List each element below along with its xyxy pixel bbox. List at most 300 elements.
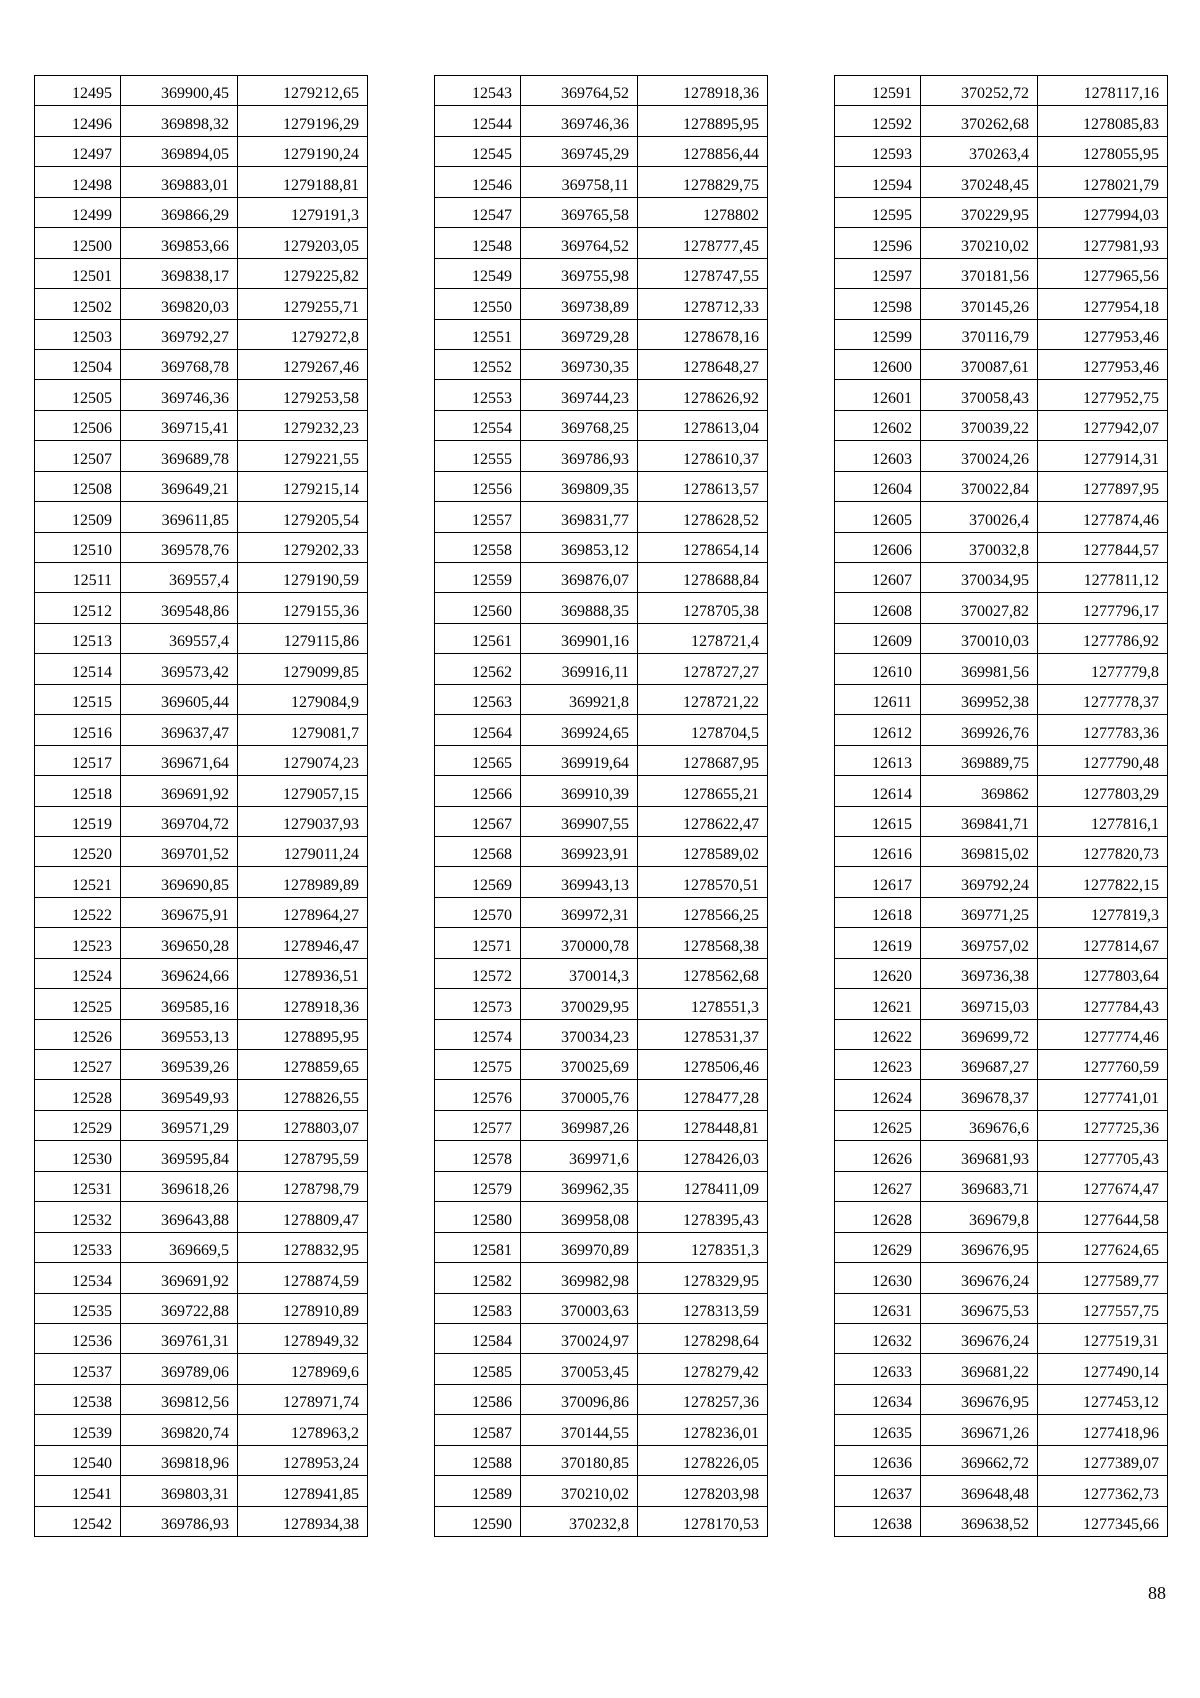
y-coordinate-cell: 1278809,47 xyxy=(238,1202,368,1232)
table-row xyxy=(35,623,368,653)
point-number-cell: 12546 xyxy=(435,167,521,197)
point-number-cell: 12634 xyxy=(835,1384,921,1414)
table-row xyxy=(435,1202,768,1232)
y-coordinate-cell: 1278963,2 xyxy=(238,1415,368,1445)
x-coordinate-cell: 369789,06 xyxy=(121,1354,238,1384)
y-coordinate-cell: 1279011,24 xyxy=(238,836,368,866)
table-row xyxy=(35,1384,368,1414)
x-coordinate-cell: 369638,52 xyxy=(921,1506,1038,1536)
point-number-cell: 12568 xyxy=(435,836,521,866)
y-coordinate-cell: 1278531,37 xyxy=(638,1019,768,1049)
point-number-cell: 12581 xyxy=(435,1232,521,1262)
table-row xyxy=(835,258,1168,288)
x-coordinate-cell: 370027,82 xyxy=(921,593,1038,623)
table-row xyxy=(435,167,768,197)
table-row xyxy=(435,745,768,775)
y-coordinate-cell: 1278747,55 xyxy=(638,258,768,288)
x-coordinate-cell: 370181,56 xyxy=(921,258,1038,288)
table-row xyxy=(35,136,368,166)
table-row xyxy=(835,745,1168,775)
x-coordinate-cell: 369678,37 xyxy=(921,1080,1038,1110)
table-row xyxy=(835,1232,1168,1262)
y-coordinate-cell: 1278832,95 xyxy=(238,1232,368,1262)
y-coordinate-cell: 1279255,71 xyxy=(238,289,368,319)
x-coordinate-cell: 369809,35 xyxy=(521,471,638,501)
y-coordinate-cell: 1277725,36 xyxy=(1038,1110,1168,1140)
x-coordinate-cell: 369585,16 xyxy=(121,989,238,1019)
table-row xyxy=(35,1293,368,1323)
y-coordinate-cell: 1277783,36 xyxy=(1038,715,1168,745)
y-coordinate-cell: 1278936,51 xyxy=(238,958,368,988)
point-number-cell: 12625 xyxy=(835,1110,921,1140)
table-row xyxy=(835,1384,1168,1414)
point-number-cell: 12560 xyxy=(435,593,521,623)
point-number-cell: 12525 xyxy=(35,989,121,1019)
x-coordinate-cell: 369557,4 xyxy=(121,623,238,653)
table-row xyxy=(435,1171,768,1201)
x-coordinate-cell: 369907,55 xyxy=(521,806,638,836)
table-row xyxy=(835,289,1168,319)
x-coordinate-cell: 369729,28 xyxy=(521,319,638,349)
x-coordinate-cell: 370248,45 xyxy=(921,167,1038,197)
x-coordinate-cell: 369901,16 xyxy=(521,623,638,653)
table-row xyxy=(835,958,1168,988)
point-number-cell: 12598 xyxy=(835,289,921,319)
table-row xyxy=(835,197,1168,227)
table-row xyxy=(435,289,768,319)
x-coordinate-cell: 369679,8 xyxy=(921,1202,1038,1232)
y-coordinate-cell: 1279221,55 xyxy=(238,441,368,471)
table-row xyxy=(435,380,768,410)
point-number-cell: 12619 xyxy=(835,928,921,958)
x-coordinate-cell: 369675,53 xyxy=(921,1293,1038,1323)
x-coordinate-cell: 369671,64 xyxy=(121,745,238,775)
y-coordinate-cell: 1277874,46 xyxy=(1038,502,1168,532)
y-coordinate-cell: 1277994,03 xyxy=(1038,197,1168,227)
y-coordinate-cell: 1278236,01 xyxy=(638,1415,768,1445)
y-coordinate-cell: 1277453,12 xyxy=(1038,1384,1168,1414)
table-row xyxy=(835,593,1168,623)
point-number-cell: 12542 xyxy=(35,1506,121,1536)
x-coordinate-cell: 369691,92 xyxy=(121,1263,238,1293)
table-row xyxy=(835,836,1168,866)
point-number-cell: 12592 xyxy=(835,106,921,136)
x-coordinate-cell: 370058,43 xyxy=(921,380,1038,410)
y-coordinate-cell: 1278411,09 xyxy=(638,1171,768,1201)
point-number-cell: 12577 xyxy=(435,1110,521,1140)
point-number-cell: 12543 xyxy=(435,76,521,106)
point-number-cell: 12528 xyxy=(35,1080,121,1110)
point-number-cell: 12572 xyxy=(435,958,521,988)
y-coordinate-cell: 1277914,31 xyxy=(1038,441,1168,471)
point-number-cell: 12596 xyxy=(835,228,921,258)
table-row xyxy=(35,1445,368,1475)
page-number: 88 xyxy=(1148,1583,1166,1603)
y-coordinate-cell: 1278895,95 xyxy=(638,106,768,136)
y-coordinate-cell: 1277624,65 xyxy=(1038,1232,1168,1262)
point-number-cell: 12608 xyxy=(835,593,921,623)
table-row xyxy=(835,1415,1168,1445)
y-coordinate-cell: 1278969,6 xyxy=(238,1354,368,1384)
y-coordinate-cell: 1277557,75 xyxy=(1038,1293,1168,1323)
x-coordinate-cell: 370252,72 xyxy=(921,76,1038,106)
y-coordinate-cell: 1278622,47 xyxy=(638,806,768,836)
x-coordinate-cell: 370210,02 xyxy=(921,228,1038,258)
x-coordinate-cell: 369771,25 xyxy=(921,897,1038,927)
table-row xyxy=(435,1445,768,1475)
y-coordinate-cell: 1277644,58 xyxy=(1038,1202,1168,1232)
x-coordinate-cell: 370003,63 xyxy=(521,1293,638,1323)
x-coordinate-cell: 369970,89 xyxy=(521,1232,638,1262)
x-coordinate-cell: 370210,02 xyxy=(521,1476,638,1506)
y-coordinate-cell: 1277814,67 xyxy=(1038,928,1168,958)
y-coordinate-cell: 1277942,07 xyxy=(1038,410,1168,440)
table-row xyxy=(35,1202,368,1232)
y-coordinate-cell: 1278989,89 xyxy=(238,867,368,897)
table-row xyxy=(435,471,768,501)
point-number-cell: 12501 xyxy=(35,258,121,288)
table-row xyxy=(835,1445,1168,1475)
point-number-cell: 12616 xyxy=(835,836,921,866)
point-number-cell: 12544 xyxy=(435,106,521,136)
table-row xyxy=(35,197,368,227)
point-number-cell: 12601 xyxy=(835,380,921,410)
point-number-cell: 12591 xyxy=(835,76,921,106)
table-row xyxy=(435,319,768,349)
x-coordinate-cell: 369676,95 xyxy=(921,1384,1038,1414)
table-row xyxy=(435,1141,768,1171)
table-row xyxy=(435,715,768,745)
table-row xyxy=(435,867,768,897)
point-number-cell: 12617 xyxy=(835,867,921,897)
x-coordinate-cell: 370029,95 xyxy=(521,989,638,1019)
y-coordinate-cell: 1278613,04 xyxy=(638,410,768,440)
y-coordinate-cell: 1279188,81 xyxy=(238,167,368,197)
table-row xyxy=(35,897,368,927)
point-number-cell: 12567 xyxy=(435,806,521,836)
y-coordinate-cell: 1277816,1 xyxy=(1038,806,1168,836)
point-number-cell: 12545 xyxy=(435,136,521,166)
x-coordinate-cell: 370096,86 xyxy=(521,1384,638,1414)
point-number-cell: 12574 xyxy=(435,1019,521,1049)
y-coordinate-cell: 1279225,82 xyxy=(238,258,368,288)
y-coordinate-cell: 1277490,14 xyxy=(1038,1354,1168,1384)
x-coordinate-cell: 370087,61 xyxy=(921,349,1038,379)
point-number-cell: 12620 xyxy=(835,958,921,988)
point-number-cell: 12518 xyxy=(35,776,121,806)
y-coordinate-cell: 1279196,29 xyxy=(238,106,368,136)
x-coordinate-cell: 369853,12 xyxy=(521,532,638,562)
table-row xyxy=(35,684,368,714)
point-number-cell: 12580 xyxy=(435,1202,521,1232)
point-number-cell: 12582 xyxy=(435,1263,521,1293)
table-row xyxy=(35,1323,368,1353)
y-coordinate-cell: 1279190,59 xyxy=(238,563,368,593)
coordinate-table-2 xyxy=(434,75,768,1537)
x-coordinate-cell: 369818,96 xyxy=(121,1445,238,1475)
point-number-cell: 12533 xyxy=(35,1232,121,1262)
x-coordinate-cell: 369898,32 xyxy=(121,106,238,136)
x-coordinate-cell: 369595,84 xyxy=(121,1141,238,1171)
x-coordinate-cell: 369764,52 xyxy=(521,228,638,258)
table-row xyxy=(35,289,368,319)
x-coordinate-cell: 370180,85 xyxy=(521,1445,638,1475)
x-coordinate-cell: 369701,52 xyxy=(121,836,238,866)
point-number-cell: 12557 xyxy=(435,502,521,532)
x-coordinate-cell: 370116,79 xyxy=(921,319,1038,349)
table-row xyxy=(35,1415,368,1445)
y-coordinate-cell: 1277965,56 xyxy=(1038,258,1168,288)
table-row xyxy=(835,623,1168,653)
y-coordinate-cell: 1277811,12 xyxy=(1038,563,1168,593)
x-coordinate-cell: 370229,95 xyxy=(921,197,1038,227)
point-number-cell: 12539 xyxy=(35,1415,121,1445)
point-number-cell: 12540 xyxy=(35,1445,121,1475)
x-coordinate-cell: 369919,64 xyxy=(521,745,638,775)
x-coordinate-cell: 369900,45 xyxy=(121,76,238,106)
y-coordinate-cell: 1278829,75 xyxy=(638,167,768,197)
x-coordinate-cell: 369876,07 xyxy=(521,563,638,593)
y-coordinate-cell: 1278688,84 xyxy=(638,563,768,593)
point-number-cell: 12635 xyxy=(835,1415,921,1445)
point-number-cell: 12510 xyxy=(35,532,121,562)
point-number-cell: 12637 xyxy=(835,1476,921,1506)
x-coordinate-cell: 369605,44 xyxy=(121,684,238,714)
y-coordinate-cell: 1278648,27 xyxy=(638,349,768,379)
table-row xyxy=(435,623,768,653)
point-number-cell: 12614 xyxy=(835,776,921,806)
table-row xyxy=(35,593,368,623)
x-coordinate-cell: 369746,36 xyxy=(521,106,638,136)
x-coordinate-cell: 369675,91 xyxy=(121,897,238,927)
table-row xyxy=(835,471,1168,501)
table-row xyxy=(435,502,768,532)
point-number-cell: 12520 xyxy=(35,836,121,866)
table-row xyxy=(35,989,368,1019)
table-row xyxy=(435,1050,768,1080)
table-row xyxy=(835,502,1168,532)
table-row xyxy=(835,380,1168,410)
table-row xyxy=(835,441,1168,471)
table-row xyxy=(835,1141,1168,1171)
table-row xyxy=(835,167,1168,197)
point-number-cell: 12529 xyxy=(35,1110,121,1140)
x-coordinate-cell: 369736,38 xyxy=(921,958,1038,988)
point-number-cell: 12613 xyxy=(835,745,921,775)
point-number-cell: 12534 xyxy=(35,1263,121,1293)
x-coordinate-cell: 369557,4 xyxy=(121,563,238,593)
table-row xyxy=(35,1080,368,1110)
point-number-cell: 12594 xyxy=(835,167,921,197)
y-coordinate-cell: 1279253,58 xyxy=(238,380,368,410)
y-coordinate-cell: 1278678,16 xyxy=(638,319,768,349)
y-coordinate-cell: 1279057,15 xyxy=(238,776,368,806)
y-coordinate-cell: 1278826,55 xyxy=(238,1080,368,1110)
table-row xyxy=(835,989,1168,1019)
x-coordinate-cell: 369862 xyxy=(921,776,1038,806)
y-coordinate-cell: 1278117,16 xyxy=(1038,76,1168,106)
point-number-cell: 12589 xyxy=(435,1476,521,1506)
table-row xyxy=(835,715,1168,745)
point-number-cell: 12621 xyxy=(835,989,921,1019)
point-number-cell: 12532 xyxy=(35,1202,121,1232)
x-coordinate-cell: 369676,24 xyxy=(921,1263,1038,1293)
point-number-cell: 12607 xyxy=(835,563,921,593)
table-row xyxy=(835,1506,1168,1536)
x-coordinate-cell: 369923,91 xyxy=(521,836,638,866)
point-number-cell: 12618 xyxy=(835,897,921,927)
coordinate-table-1 xyxy=(34,75,368,1537)
y-coordinate-cell: 1277362,73 xyxy=(1038,1476,1168,1506)
y-coordinate-cell: 1279081,7 xyxy=(238,715,368,745)
x-coordinate-cell: 369722,88 xyxy=(121,1293,238,1323)
x-coordinate-cell: 369924,65 xyxy=(521,715,638,745)
y-coordinate-cell: 1278949,32 xyxy=(238,1323,368,1353)
y-coordinate-cell: 1279074,23 xyxy=(238,745,368,775)
point-number-cell: 12552 xyxy=(435,349,521,379)
x-coordinate-cell: 369746,36 xyxy=(121,380,238,410)
y-coordinate-cell: 1278964,27 xyxy=(238,897,368,927)
y-coordinate-cell: 1277778,37 xyxy=(1038,684,1168,714)
point-number-cell: 12566 xyxy=(435,776,521,806)
x-coordinate-cell: 369786,93 xyxy=(121,1506,238,1536)
table-row xyxy=(435,1293,768,1323)
point-number-cell: 12515 xyxy=(35,684,121,714)
point-number-cell: 12524 xyxy=(35,958,121,988)
point-number-cell: 12612 xyxy=(835,715,921,745)
point-number-cell: 12558 xyxy=(435,532,521,562)
table-row xyxy=(435,349,768,379)
y-coordinate-cell: 1277954,18 xyxy=(1038,289,1168,319)
x-coordinate-cell: 369768,25 xyxy=(521,410,638,440)
y-coordinate-cell: 1278803,07 xyxy=(238,1110,368,1140)
point-number-cell: 12624 xyxy=(835,1080,921,1110)
y-coordinate-cell: 1278953,24 xyxy=(238,1445,368,1475)
y-coordinate-cell: 1278918,36 xyxy=(638,76,768,106)
x-coordinate-cell: 370024,97 xyxy=(521,1323,638,1353)
y-coordinate-cell: 1278654,14 xyxy=(638,532,768,562)
table-row xyxy=(835,1050,1168,1080)
point-number-cell: 12610 xyxy=(835,654,921,684)
y-coordinate-cell: 1278704,5 xyxy=(638,715,768,745)
x-coordinate-cell: 369744,23 xyxy=(521,380,638,410)
point-number-cell: 12511 xyxy=(35,563,121,593)
y-coordinate-cell: 1278610,37 xyxy=(638,441,768,471)
table-row xyxy=(35,867,368,897)
x-coordinate-cell: 369812,56 xyxy=(121,1384,238,1414)
x-coordinate-cell: 370144,55 xyxy=(521,1415,638,1445)
y-coordinate-cell: 1278934,38 xyxy=(238,1506,368,1536)
x-coordinate-cell: 370010,03 xyxy=(921,623,1038,653)
point-number-cell: 12563 xyxy=(435,684,521,714)
point-number-cell: 12570 xyxy=(435,897,521,927)
table-row xyxy=(435,106,768,136)
table-row xyxy=(35,532,368,562)
y-coordinate-cell: 1278506,46 xyxy=(638,1050,768,1080)
table-row xyxy=(435,1415,768,1445)
table-row xyxy=(35,1506,368,1536)
table-row xyxy=(35,1263,368,1293)
y-coordinate-cell: 1278910,89 xyxy=(238,1293,368,1323)
table-row xyxy=(835,1080,1168,1110)
x-coordinate-cell: 370032,8 xyxy=(921,532,1038,562)
y-coordinate-cell: 1278655,21 xyxy=(638,776,768,806)
point-number-cell: 12553 xyxy=(435,380,521,410)
y-coordinate-cell: 1278426,03 xyxy=(638,1141,768,1171)
point-number-cell: 12548 xyxy=(435,228,521,258)
y-coordinate-cell: 1279267,46 xyxy=(238,349,368,379)
y-coordinate-cell: 1278628,52 xyxy=(638,502,768,532)
table-row xyxy=(35,654,368,684)
x-coordinate-cell: 369853,66 xyxy=(121,228,238,258)
table-row xyxy=(35,715,368,745)
y-coordinate-cell: 1278727,27 xyxy=(638,654,768,684)
point-number-cell: 12514 xyxy=(35,654,121,684)
y-coordinate-cell: 1278859,65 xyxy=(238,1050,368,1080)
point-number-cell: 12526 xyxy=(35,1019,121,1049)
y-coordinate-cell: 1279272,8 xyxy=(238,319,368,349)
point-number-cell: 12550 xyxy=(435,289,521,319)
y-coordinate-cell: 1278613,57 xyxy=(638,471,768,501)
table-row xyxy=(35,410,368,440)
x-coordinate-cell: 370232,8 xyxy=(521,1506,638,1536)
table-row xyxy=(435,1110,768,1140)
table-row xyxy=(35,380,368,410)
table-row xyxy=(35,1019,368,1049)
table-row xyxy=(35,958,368,988)
x-coordinate-cell: 369704,72 xyxy=(121,806,238,836)
point-number-cell: 12597 xyxy=(835,258,921,288)
y-coordinate-cell: 1279232,23 xyxy=(238,410,368,440)
y-coordinate-cell: 1279084,9 xyxy=(238,684,368,714)
point-number-cell: 12504 xyxy=(35,349,121,379)
x-coordinate-cell: 370000,78 xyxy=(521,928,638,958)
y-coordinate-cell: 1277952,75 xyxy=(1038,380,1168,410)
y-coordinate-cell: 1277796,17 xyxy=(1038,593,1168,623)
x-coordinate-cell: 369768,78 xyxy=(121,349,238,379)
point-number-cell: 12615 xyxy=(835,806,921,836)
x-coordinate-cell: 369738,89 xyxy=(521,289,638,319)
point-number-cell: 12600 xyxy=(835,349,921,379)
x-coordinate-cell: 369671,26 xyxy=(921,1415,1038,1445)
x-coordinate-cell: 369669,5 xyxy=(121,1232,238,1262)
table-row xyxy=(435,1506,768,1536)
x-coordinate-cell: 370026,4 xyxy=(921,502,1038,532)
y-coordinate-cell: 1278971,74 xyxy=(238,1384,368,1414)
x-coordinate-cell: 370025,69 xyxy=(521,1050,638,1080)
x-coordinate-cell: 369981,56 xyxy=(921,654,1038,684)
x-coordinate-cell: 369921,8 xyxy=(521,684,638,714)
y-coordinate-cell: 1277897,95 xyxy=(1038,471,1168,501)
table-row xyxy=(435,1232,768,1262)
x-coordinate-cell: 369611,85 xyxy=(121,502,238,532)
table-row xyxy=(35,806,368,836)
point-number-cell: 12585 xyxy=(435,1354,521,1384)
x-coordinate-cell: 369815,02 xyxy=(921,836,1038,866)
point-number-cell: 12505 xyxy=(35,380,121,410)
point-number-cell: 12573 xyxy=(435,989,521,1019)
y-coordinate-cell: 1277790,48 xyxy=(1038,745,1168,775)
table-row xyxy=(35,1110,368,1140)
x-coordinate-cell: 369958,08 xyxy=(521,1202,638,1232)
x-coordinate-cell: 370014,3 xyxy=(521,958,638,988)
y-coordinate-cell: 1278687,95 xyxy=(638,745,768,775)
x-coordinate-cell: 369926,76 xyxy=(921,715,1038,745)
x-coordinate-cell: 369831,77 xyxy=(521,502,638,532)
table-row xyxy=(435,836,768,866)
table-row xyxy=(435,563,768,593)
y-coordinate-cell: 1277389,07 xyxy=(1038,1445,1168,1475)
